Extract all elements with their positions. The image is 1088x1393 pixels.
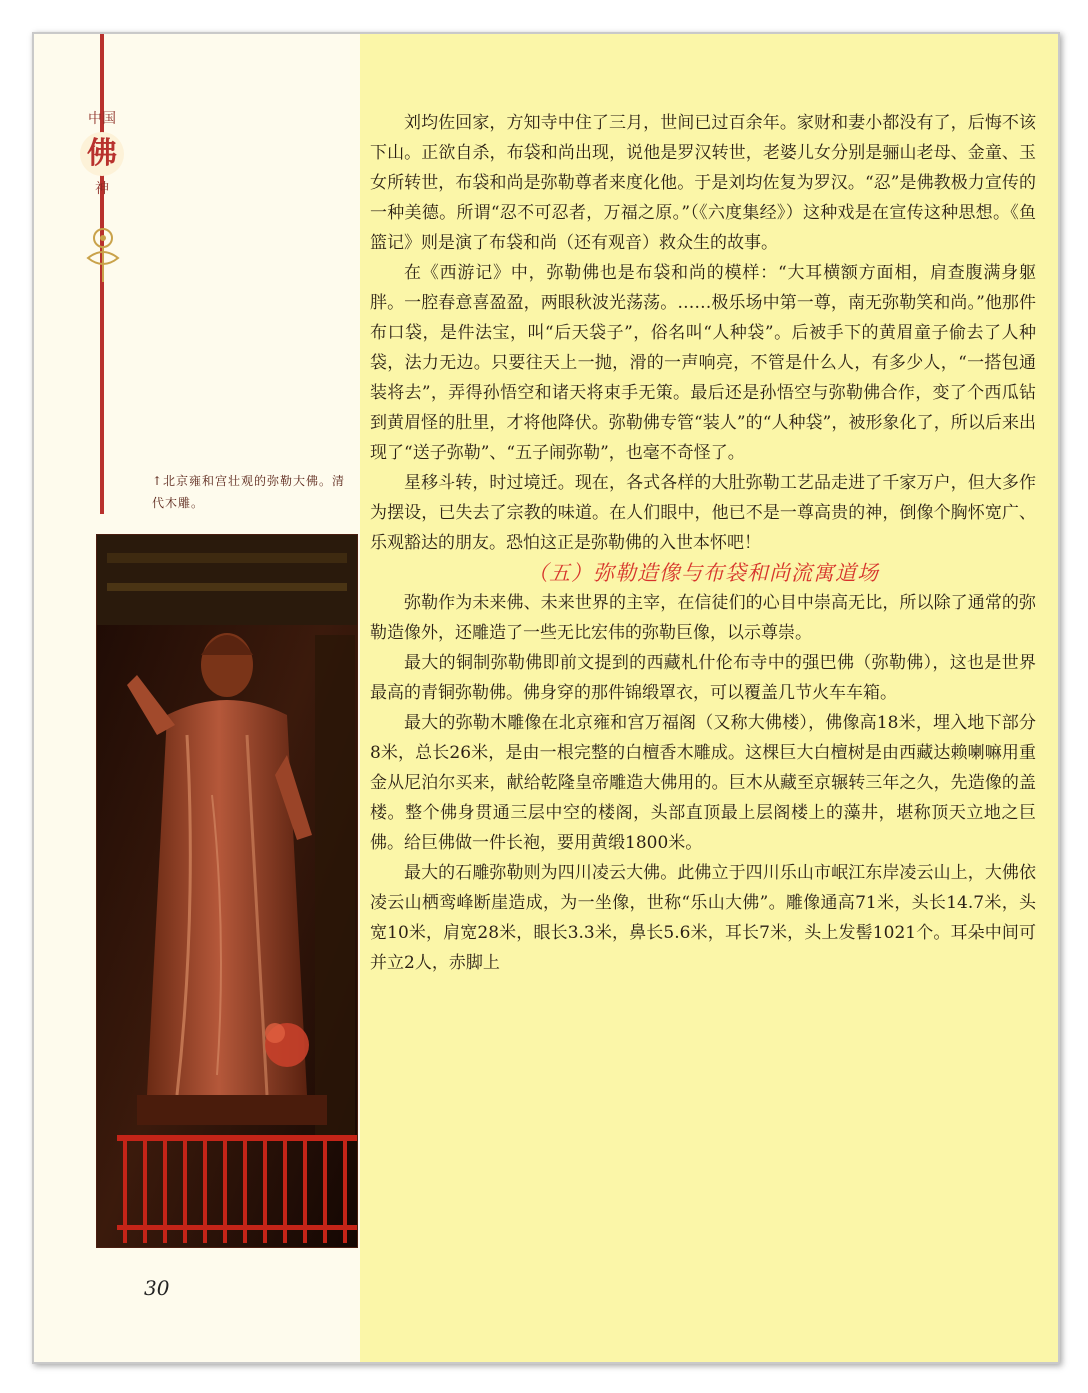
paragraph: 在《西游记》中，弥勒佛也是布袋和尚的模样：“大耳横额方面相，肩查腹满身躯胖。一腔春意喜盈盈，两眼秋波光荡荡。……极乐场中第一尊，南无弥勒笑和尚。”他那件布口袋，是件法宝，叫“后天袋子”，俗名叫“人种袋”。后被手下的黄眉童子偷去了人种袋，法力无边。只要往天上一抛，滑的一声响亮，不管是什么人，有多少人，“一搭包通装将去”，弄得孙悟空和诸天将束手无策。最后还是孙悟空与弥勒佛合作，变了个西瓜钻到黄眉怪的肚里，才将他降伏。弥勒佛专管“装人”的“人种袋”，被形象化了，所以后来出现了“送子弥勒”、“五子闹弥勒”，也毫不奇怪了。: [370, 263, 1036, 463]
paragraph: 弥勒作为未来佛、未来世界的主宰，在信徒们的心目中崇高无比，所以除了通常的弥勒造像外，还雕造了一些无比宏伟的弥勒巨像，以示尊崇。: [370, 593, 1036, 643]
series-top-text: 中国: [88, 111, 116, 127]
paragraph: 最大的铜制弥勒佛即前文提到的西藏札什伦布寺中的强巴佛（弥勒佛），这也是世界最高的青铜弥勒佛。佛身穿的那件锦缎罩衣，可以覆盖几节火车车箱。: [370, 653, 1036, 703]
paragraph: 星移斗转，时过境迁。现在，各式各样的大肚弥勒工艺品走进了千家万户，但大多作为摆设，已失去了宗教的味道。在人们眼中，他已不是一尊高贵的神，倒像个胸怀宽广、乐观豁达的朋友。恐怕这正是弥勒佛的入世本怀吧！: [370, 473, 1036, 553]
section-heading: （五）弥勒造像与布袋和尚流寓道场: [527, 561, 879, 585]
paragraph: 最大的石雕弥勒则为四川凌云大佛。此佛立于四川乐山市岷江东岸凌云山上，大佛依凌云山栖鸾峰断崖造成，为一坐像，世称“乐山大佛”。雕像通高71米，头长14.7米，头宽10米，肩宽28米，眼长3.3米，鼻长5.6米，耳长7米，头上发髻1021个。耳朵中间可并立2人，赤脚上: [370, 863, 1036, 973]
main-text-column: [360, 34, 1058, 1362]
paragraph: 最大的弥勒木雕像在北京雍和宫万福阁（又称大佛楼），佛像高18米，埋入地下部分8米，总长26米，是由一根完整的白檀香木雕成。这棵巨大白檀树是由西藏达赖喇嘛用重金从尼泊尔买来，献给乾隆皇帝雕造大佛用的。巨木从藏至京辗转三年之久，先造像的盖楼。整个佛身贯通三层中空的楼阁，头部直顶最上层阁楼上的藻井，堪称顶天立地之巨佛。给巨佛做一件长袍，要用黄缎1800米。: [370, 713, 1036, 853]
page-number: 30: [144, 1276, 170, 1300]
photo-caption: ↑北京雍和宫壮观的弥勒大佛。清代木雕。: [152, 474, 346, 510]
paragraph: 刘均佐回家，方知寺中住了三月，世间已过百余年。家财和妻小都没有了，后悔不该下山。正欲自杀，布袋和尚出现，说他是罗汉转世，老婆儿女分别是骊山老母、金童、玉女所转世，布袋和尚是弥勒尊者来度化他。于是刘均佐复为罗汉。“忍”是佛教极力宣传的一种美德。所谓“忍不可忍者，万福之原。”（《六度集经》）这种戏是在宣传这种思想。《鱼篮记》则是演了布袋和尚（还有观音）救众生的故事。: [370, 113, 1036, 253]
body-text: [370, 108, 1036, 978]
series-bottom-text: 神: [95, 181, 109, 197]
lotus-ornament-icon: [84, 224, 122, 284]
maitreya-statue-photo: [96, 534, 358, 1248]
book-series-mark: [74, 110, 130, 198]
series-main-character: 佛: [80, 132, 124, 176]
left-margin-column: [34, 34, 360, 1362]
page-frame: [32, 32, 1060, 1364]
